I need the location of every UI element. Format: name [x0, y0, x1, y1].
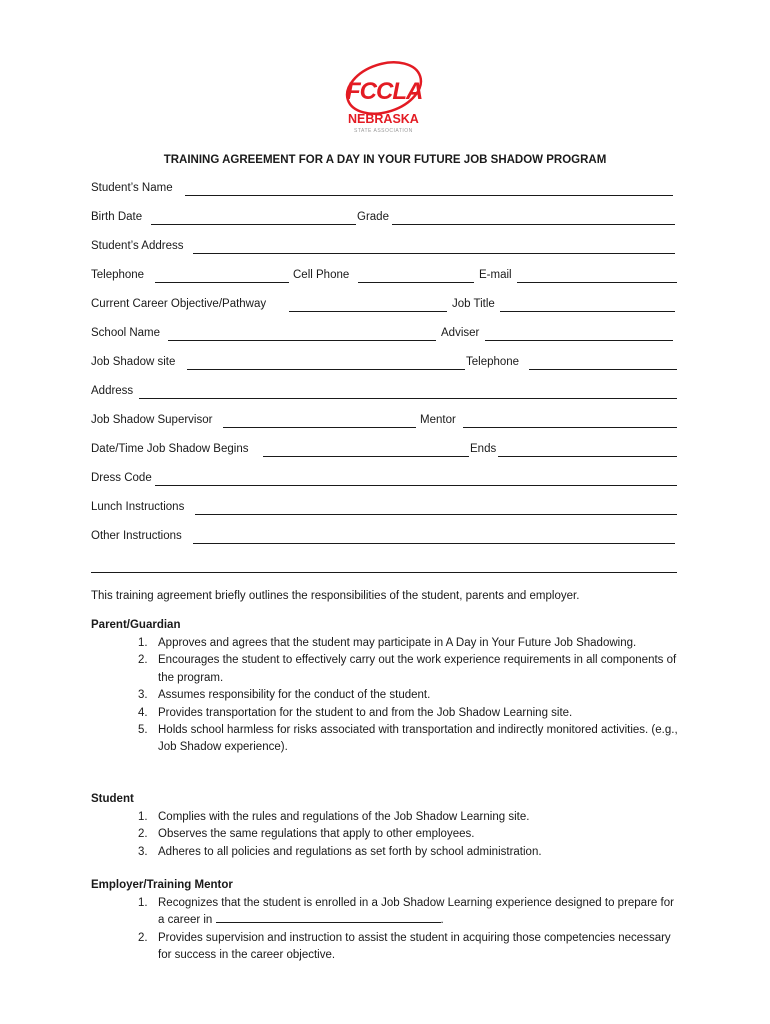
- field-row-blank: [91, 559, 677, 575]
- list-text: Adheres to all policies and regulations as set forth by school administration.: [158, 845, 542, 858]
- field-row-school: [91, 327, 677, 343]
- adviser-label: Adviser: [441, 327, 480, 339]
- list-text: Observes the same regulations that apply to other employees.: [158, 828, 475, 841]
- job-shadow-site-label: Job Shadow site: [91, 356, 176, 368]
- field-row-dress: [91, 472, 677, 488]
- email-line[interactable]: [517, 282, 677, 283]
- job-title-label: Job Title: [452, 298, 495, 310]
- birth-date-line[interactable]: [151, 224, 356, 225]
- career-objective-line[interactable]: [289, 311, 447, 312]
- telephone-label: Telephone: [91, 269, 145, 281]
- field-row-supervisor: [91, 414, 677, 430]
- lunch-line[interactable]: [195, 514, 677, 515]
- field-row-datetime: [91, 443, 677, 459]
- list-text: Recognizes that the student is enrolled in a Job Shadow Learning experience designed to prepare for a career in: [158, 897, 674, 927]
- student-name-label: Student’s Name: [91, 182, 173, 194]
- telephone-line[interactable]: [155, 282, 289, 283]
- list-text: Encourages the student to effectively carry out the work experience requirements in all components of the program.: [158, 654, 677, 684]
- student-heading: Student: [91, 793, 134, 805]
- job-title-line[interactable]: [500, 311, 675, 312]
- dress-code-line[interactable]: [155, 485, 677, 486]
- list-text-end: .: [440, 914, 444, 927]
- field-row-other: [91, 530, 677, 546]
- list-item: [138, 844, 678, 861]
- field-row-birth-grade: [91, 211, 677, 227]
- list-number: 2.: [138, 931, 148, 944]
- job-shadow-site-line[interactable]: [187, 369, 465, 370]
- list-item: [138, 930, 678, 965]
- supervisor-label: Job Shadow Supervisor: [91, 414, 213, 426]
- list-number: 4.: [138, 706, 148, 719]
- intro-text: This training agreement briefly outlines the responsibilities of the student, parents and employer.: [91, 590, 580, 602]
- field-row-phones: [91, 269, 677, 285]
- field-row-lunch: [91, 501, 677, 517]
- begins-line[interactable]: [263, 456, 469, 457]
- extra-instructions-line[interactable]: [91, 572, 677, 573]
- list-number: 3.: [138, 689, 148, 702]
- cell-phone-line[interactable]: [358, 282, 474, 283]
- school-name-line[interactable]: [168, 340, 436, 341]
- adviser-line[interactable]: [485, 340, 673, 341]
- list-number: 1.: [138, 811, 148, 823]
- career-objective-label: Current Career Objective/Pathway: [91, 298, 267, 310]
- address-line[interactable]: [139, 398, 677, 399]
- list-item: [138, 826, 678, 843]
- birth-date-label: Birth Date: [91, 211, 143, 223]
- field-row-student-name: [91, 182, 677, 198]
- list-text: Complies with the rules and regulations of the Job Shadow Learning site.: [158, 811, 530, 823]
- student-address-line[interactable]: [193, 253, 675, 254]
- fccla-logo: [340, 58, 430, 136]
- ends-line[interactable]: [498, 456, 677, 457]
- list-number: 3.: [138, 845, 148, 858]
- site-telephone-label: Telephone: [466, 356, 520, 368]
- list-item: [138, 895, 678, 930]
- ends-label: Ends: [470, 443, 497, 455]
- grade-line[interactable]: [392, 224, 675, 225]
- student-name-line[interactable]: [185, 195, 673, 196]
- list-number: 2.: [138, 654, 148, 667]
- document-title: TRAINING AGREEMENT FOR A DAY IN YOUR FUTURE JOB SHADOW PROGRAM: [163, 154, 607, 166]
- parent-heading: Parent/Guardian: [91, 619, 181, 631]
- supervisor-line[interactable]: [223, 427, 416, 428]
- lunch-label: Lunch Instructions: [91, 501, 185, 513]
- mentor-line[interactable]: [463, 427, 677, 428]
- list-number: 1.: [138, 637, 148, 649]
- list-text: Approves and agrees that the student may participate in A Day in Your Future Job Shadowing.: [158, 637, 637, 649]
- begins-label: Date/Time Job Shadow Begins: [91, 443, 249, 455]
- field-row-site: [91, 356, 677, 372]
- logo-main-text: FCCLA: [346, 78, 423, 105]
- list-number: 5.: [138, 724, 148, 737]
- other-instructions-label: Other Instructions: [91, 530, 182, 542]
- site-telephone-line[interactable]: [529, 369, 677, 370]
- list-item: [138, 809, 678, 826]
- list-text: Provides transportation for the student to and from the Job Shadow Learning site.: [158, 706, 573, 719]
- list-item: [138, 687, 678, 704]
- list-item: [138, 722, 678, 757]
- field-row-student-address: [91, 240, 677, 256]
- address-label: Address: [91, 385, 134, 397]
- list-item: [138, 652, 678, 687]
- school-name-label: School Name: [91, 327, 161, 339]
- other-instructions-line[interactable]: [193, 543, 675, 544]
- cell-phone-label: Cell Phone: [293, 269, 350, 281]
- list-text: Provides supervision and instruction to assist the student in acquiring those competencies necessary for success in the career objective.: [158, 931, 671, 962]
- logo-state-text: NEBRASKA: [348, 112, 419, 126]
- student-address-label: Student’s Address: [91, 240, 184, 252]
- student-list: [138, 809, 678, 861]
- list-item: [138, 705, 678, 722]
- list-text: Assumes responsibility for the conduct of the student.: [158, 689, 431, 702]
- parent-list: [138, 635, 678, 757]
- grade-label: Grade: [357, 211, 389, 223]
- list-number: 1.: [138, 897, 148, 909]
- list-number: 2.: [138, 828, 148, 841]
- list-text: Holds school harmless for risks associated with transportation and indirectly monitored activities. (e.g., Job Shadow experience).: [158, 724, 678, 754]
- field-row-address: [91, 385, 677, 401]
- field-row-career: [91, 298, 677, 314]
- email-label: E-mail: [479, 269, 512, 281]
- career-field-line[interactable]: [216, 912, 441, 923]
- list-item: [138, 635, 678, 652]
- logo-tagline: STATE ASSOCIATION: [354, 128, 413, 134]
- mentor-label: Mentor: [420, 414, 456, 426]
- employer-heading: Employer/Training Mentor: [91, 879, 233, 891]
- employer-list: [138, 895, 678, 965]
- dress-code-label: Dress Code: [91, 472, 152, 484]
